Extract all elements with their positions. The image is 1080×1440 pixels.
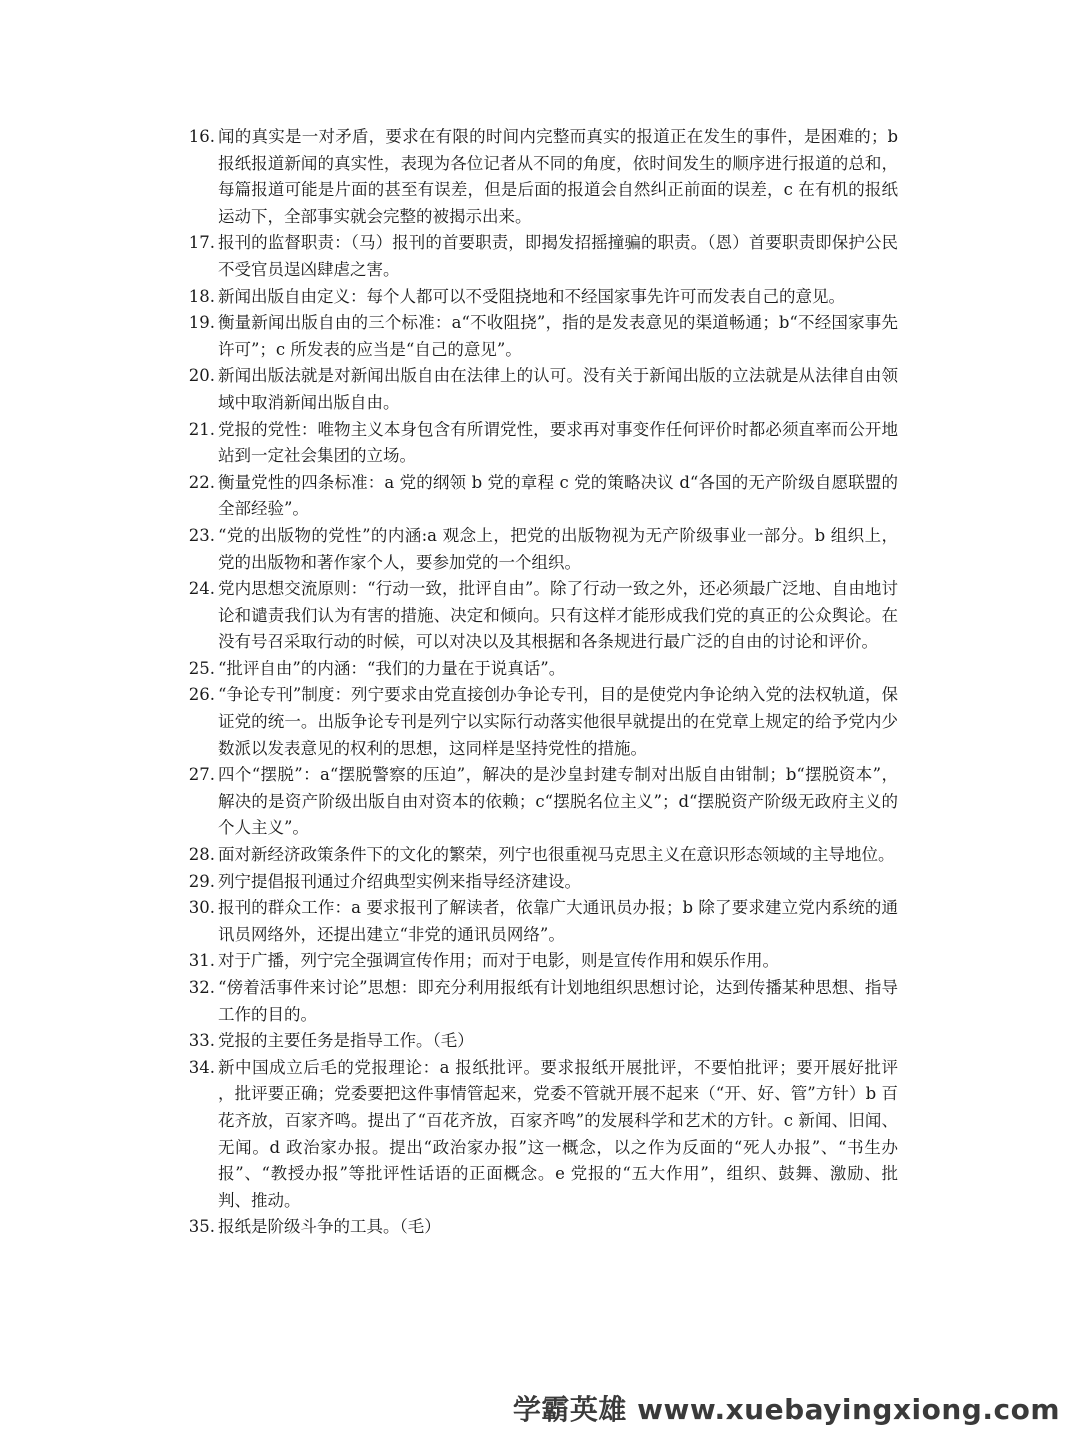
item-text: 党内思想交流原则：“行动一致，批评自由”。除了行动一致之外，还必须最广泛地、自由地讨论和谴责我们认为有害的措施、决定和倾向。只有这样才能形成我们党的真正的公众舆论。在没有号召采取行动的时候，可以对决以及其根据和各条规进行最广泛的自由的讨论和评价。 xyxy=(218,579,898,652)
item-number: 29. xyxy=(188,871,215,891)
item-number: 31. xyxy=(188,951,215,971)
list-item xyxy=(183,284,898,311)
item-text: 对于广播，列宁完全强调宣传作用；而对于电影，则是宣传作用和娱乐作用。 xyxy=(218,951,779,971)
item-text: 党报的主要任务是指导工作。（毛） xyxy=(218,1031,474,1051)
item-text: 闻的真实是一对矛盾，要求在有限的时间内完整而真实的报道正在发生的事件，是困难的；b 报纸报道新闻的真实性，表现为各位记者从不同的角度，依时间发生的顺序进行报道的总和，每篇报道可能是片面的甚至有误差，但是后面的报道会自然纠正前面的误差，c 在有机的报纸运动下，全部事实就会完整的被揭示出来。 xyxy=(218,127,898,226)
item-text: 新闻出版法就是对新闻出版自由在法律上的认可。没有关于新闻出版的立法就是从法律自由领域中取消新闻出版自由。 xyxy=(218,366,898,412)
list-item xyxy=(183,975,898,1028)
list-item xyxy=(183,762,898,842)
item-number: 33. xyxy=(188,1031,215,1051)
item-text: 报刊的监督职责：（马）报刊的首要职责，即揭发招摇撞骗的职责。（恩）首要职责即保护公民不受官员逞凶肆虐之害。 xyxy=(218,233,898,279)
item-text: “批评自由”的内涵：“我们的力量在于说真话”。 xyxy=(218,658,566,678)
numbered-list xyxy=(183,124,898,1241)
list-item xyxy=(183,682,898,762)
list-item xyxy=(183,656,898,683)
item-number: 23. xyxy=(188,525,215,545)
list-item xyxy=(183,417,898,470)
item-text: 新中国成立后毛的党报理论：a 报纸批评。要求报纸开展批评，不要怕批评；要开展好批评 ，批评要正确；党委要把这件事情管起来，党委不管就开展不起来（“开、好、管”方针）b 百花齐放，百家齐鸣。提出了“百花齐放，百家齐鸣”的发展科学和艺术的方针。c 新闻、旧闻、无闻。d 政治家办报。提出“政治家办报”这一概念，以之作为反面的“死人办报”、“书生办报”、“教授办报”等批评性话语的正面概念。e 党报的“五大作用”，组织、鼓舞、激励、批判、推动。 xyxy=(218,1057,898,1210)
list-item xyxy=(183,1055,898,1215)
item-text: 列宁提倡报刊通过介绍典型实例来指导经济建设。 xyxy=(218,871,581,891)
item-number: 20. xyxy=(188,366,215,386)
item-number: 17. xyxy=(188,233,215,253)
item-text: 四个“摆脱”：a“摆脱警察的压迫”，解决的是沙皇封建专制对出版自由钳制；b“摆脱资本”，解决的是资产阶级出版自由对资本的依赖；c“摆脱名位主义”；d“摆脱资产阶级无政府主义的个人主义”。 xyxy=(218,765,898,838)
list-item xyxy=(183,576,898,656)
list-item xyxy=(183,895,898,948)
item-text: “党的出版物的党性”的内涵:a 观念上，把党的出版物视为无产阶级事业一部分。b 组织上，党的出版物和著作家个人，要参加党的一个组织。 xyxy=(218,525,898,572)
list-item xyxy=(183,124,898,230)
list-item xyxy=(183,363,898,416)
item-text: 新闻出版自由定义：每个人都可以不受阻挠地和不经国家事先许可而发表自己的意见。 xyxy=(218,286,845,306)
item-text: 衡量党性的四条标准：a 党的纲领 b 党的章程 c 党的策略决议 d“各国的无产阶级自愿联盟的全部经验”。 xyxy=(218,472,898,519)
list-item xyxy=(183,310,898,363)
list-item xyxy=(183,230,898,283)
item-text: 衡量新闻出版自由的三个标准：a“不收阻挠”，指的是发表意见的渠道畅通；b“不经国家事先许可”；c 所发表的应当是“自己的意见”。 xyxy=(218,313,898,359)
item-number: 26. xyxy=(188,685,215,705)
item-number: 28. xyxy=(188,845,215,865)
item-number: 24. xyxy=(188,579,215,599)
list-item xyxy=(183,842,898,869)
list-item xyxy=(183,470,898,523)
list-item xyxy=(183,523,898,576)
item-text: 面对新经济政策条件下的文化的繁荣，列宁也很重视马克思主义在意识形态领域的主导地位。 xyxy=(218,845,895,865)
list-item xyxy=(183,1214,898,1241)
site-watermark: 学霸英雄 www.xuebayingxiong.com xyxy=(512,1393,1060,1426)
item-number: 19. xyxy=(188,313,215,333)
item-number: 27. xyxy=(188,765,215,785)
item-number: 21. xyxy=(188,419,215,439)
item-number: 35. xyxy=(188,1217,215,1237)
item-text: 报纸是阶级斗争的工具。（毛） xyxy=(218,1217,441,1237)
list-item xyxy=(183,948,898,975)
item-text: 报刊的群众工作：a 要求报刊了解读者，依靠广大通讯员办报；b 除了要求建立党内系统的通讯员网络外，还提出建立“非党的通讯员网络”。 xyxy=(218,898,898,944)
item-number: 30. xyxy=(188,898,215,918)
list-item xyxy=(183,869,898,896)
item-text: 党报的党性：唯物主义本身包含有所谓党性，要求再对事变作任何评价时都必须直率而公开地站到一定社会集团的立场。 xyxy=(218,419,898,466)
item-number: 34. xyxy=(188,1057,215,1077)
item-number: 18. xyxy=(188,286,215,306)
list-item xyxy=(183,1028,898,1055)
item-number: 32. xyxy=(188,978,215,997)
item-number: 22. xyxy=(188,472,215,492)
item-number: 25. xyxy=(188,658,215,678)
item-text: “傍着活事件来讨论”思想：即充分利用报纸有计划地组织思想讨论，达到传播某种思想、指导工作的目的。 xyxy=(218,978,898,1024)
item-text: “争论专刊”制度：列宁要求由党直接创办争论专刊，目的是使党内争论纳入党的法权轨道，保证党的统一。出版争论专刊是列宁以实际行动落实他很早就提出的在党章上规定的给予党内少数派以发表意见的权利的思想，这同样是坚持党性的措施。 xyxy=(218,685,898,758)
item-number: 16. xyxy=(188,127,215,146)
